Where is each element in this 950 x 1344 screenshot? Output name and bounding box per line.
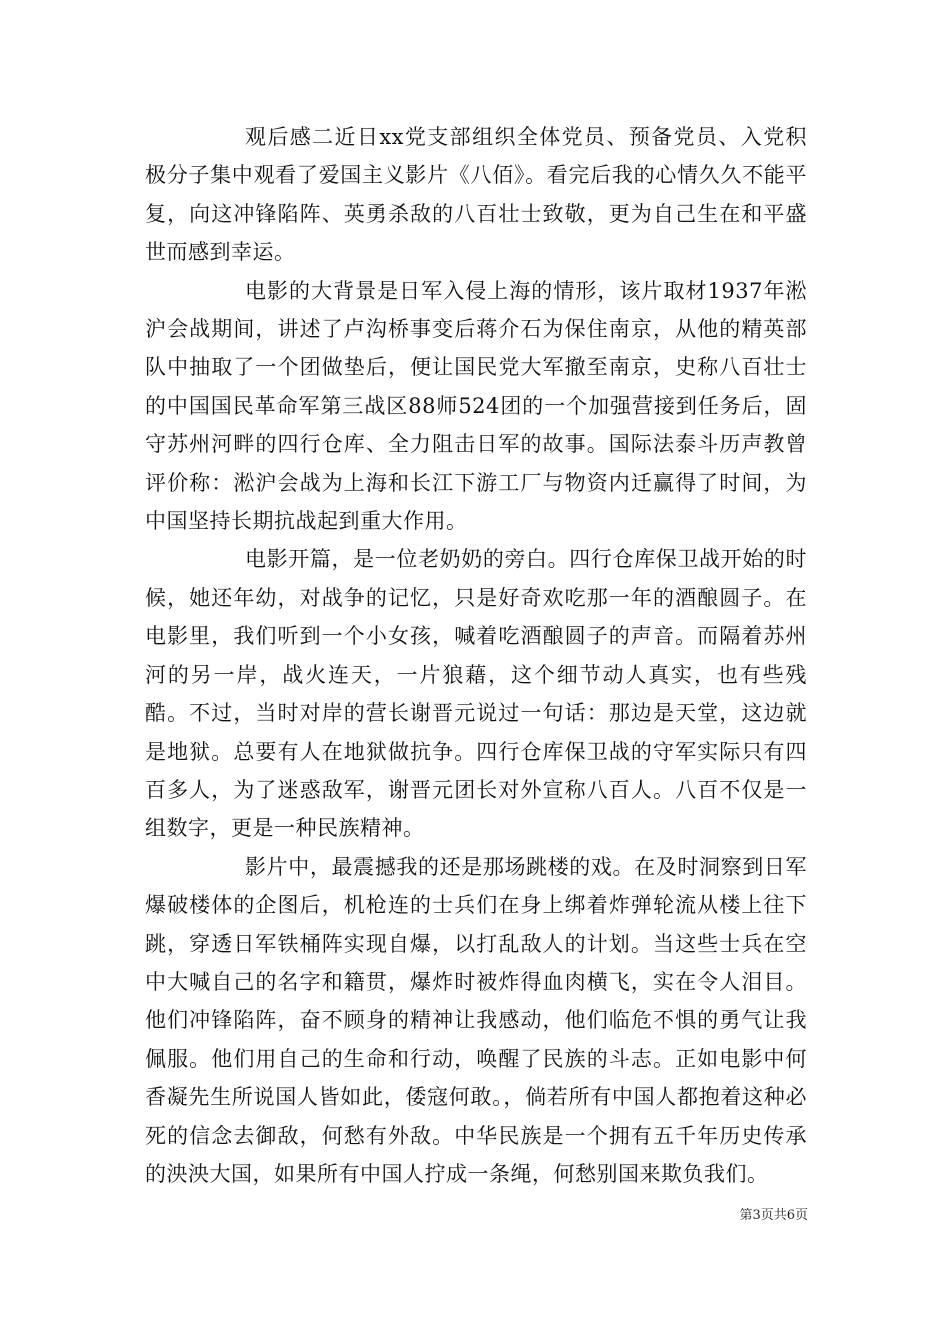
paragraph-2: 电影的大背景是日军入侵上海的情形，该片取材1937年淞沪会战期间，讲述了卢沟桥事变后蒋介石为保住南京，从他的精英部队中抽取了一个团做垫后，便让国民党大军撤至南京，史称八百壮士的中国国民革命军第三战区88师524团的一个加强营接到任务后，固守苏州河畔的四行仓库、全力阻击日军的故事。国际法泰斗历声教曾评价称：淞沪会战为上海和长江下游工厂与物资内迁赢得了时间，为中国坚持长期抗战起到重大作用。: [145, 278, 807, 534]
document-body: [145, 118, 807, 1193]
page-number-footer: 第3页共6页: [739, 1208, 808, 1223]
paragraph-1: 观后感二近日xx党支部组织全体党员、预备党员、入党积极分子集中观看了爱国主义影片《八佰》。看完后我的心情久久不能平复，向这冲锋陷阵、英勇杀敌的八百壮士致敬，更为自己生在和平盛世而感到幸运。: [145, 125, 807, 265]
paragraph-3: 电影开篇，是一位老奶奶的旁白。四行仓库保卫战开始的时候，她还年幼，对战争的记忆，只是好奇欢吃那一年的酒酿圆子。在电影里，我们听到一个小女孩，喊着吃酒酿圆子的声音。而隔着苏州河的另一岸，战火连天，一片狼藉，这个细节动人真实，也有些残酷。不过，当时对岸的营长谢晋元说过一句话：那边是天堂，这边就是地狱。总要有人在地狱做抗争。四行仓库保卫战的守军实际只有四百多人，为了迷惑敌军，谢晋元团长对外宣称八百人。八百不仅是一组数字，更是一种民族精神。: [145, 547, 807, 841]
paragraph-4: 影片中，最震撼我的还是那场跳楼的戏。在及时洞察到日军爆破楼体的企图后，机枪连的士兵们在身上绑着炸弹轮流从楼上往下跳，穿透日军铁桶阵实现自爆，以打乱敌人的计划。当这些士兵在空中大喊自己的名字和籍贯，爆炸时被炸得血肉横飞，实在令人泪目。他们冲锋陷阵，奋不顾身的精神让我感动，他们临危不惧的勇气让我佩服。他们用自己的生命和行动，唤醒了民族的斗志。正如电影中何香凝先生所说国人皆如此，倭寇何敢。，倘若所有中国人都抱着这种必死的信念去御敌，何愁有外敌。中华民族是一个拥有五千年历史传承的泱泱大国，如果所有中国人拧成一条绳，何愁别国来欺负我们。: [145, 854, 807, 1186]
